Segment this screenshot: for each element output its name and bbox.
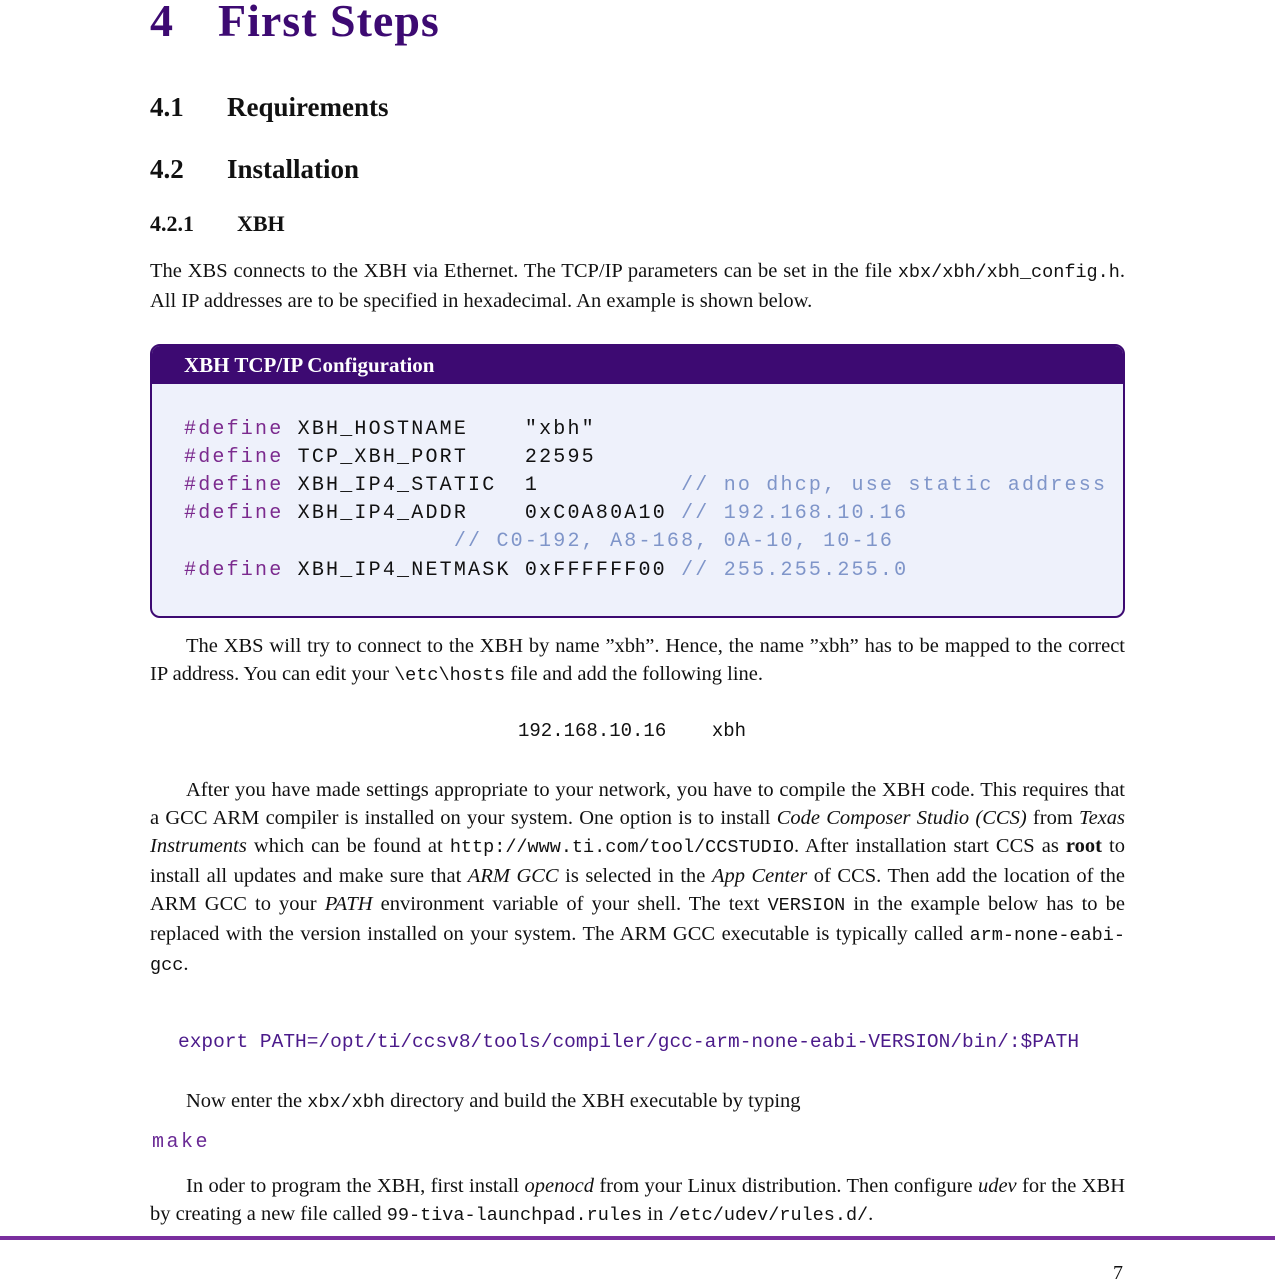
subsection-number: 4.2.1 bbox=[150, 211, 194, 236]
section-heading-requirements bbox=[150, 92, 389, 123]
code-line: #define XBH_IP4_STATIC 1 // no dhcp, use static address bbox=[184, 474, 1108, 497]
code-box bbox=[150, 344, 1125, 618]
code-line: #define XBH_HOSTNAME "xbh" bbox=[184, 418, 596, 441]
chapter-heading bbox=[150, 0, 440, 47]
make-command: make bbox=[152, 1131, 211, 1154]
paragraph-compile: After you have made settings appropriate to your network, you have to compile the XBH code. This requires that a GCC ARM compiler is installed on your system. One option is to install Code Composer Studio (CCS) from Texas Instruments which can be found at http://www.ti.com/tool/CCSTUDIO. After installation start CCS as root to install all updates and make sure that ARM GCC is selected in the App Center of CCS. Then add the location of the ARM GCC to your PATH environment variable of your shell. The text VERSION in the example below has to be replaced with the version installed on your system. The ARM GCC executable is typically called arm-none-eabi-gcc. bbox=[150, 779, 1125, 976]
export-command: export PATH=/opt/ti/ccsv8/tools/compiler/gcc-arm-none-eabi-VERSION/bin/:$PATH bbox=[178, 1031, 1080, 1053]
paragraph-build: Now enter the xbx/xbh directory and build the XBH executable by typing bbox=[186, 1090, 801, 1113]
section-number: 4.1 bbox=[150, 92, 184, 122]
paragraph-intro: The XBS connects to the XBH via Ethernet. The TCP/IP parameters can be set in the file xbx/xbh/xbh_config.h. All IP addresses are to be specified in hexadecimal. An example is shown below. bbox=[150, 260, 1125, 312]
footer-rule bbox=[0, 1236, 1275, 1240]
paragraph-udev: In oder to program the XBH, first install openocd from your Linux distribution. Then configure udev for the XBH by creating a new file called 99-tiva-launchpad.rules in /etc/udev/rules.d/. bbox=[150, 1175, 1125, 1226]
page-number: 7 bbox=[1113, 1262, 1123, 1284]
ccs-url[interactable]: http://www.ti.com/tool/CCSTUDIO bbox=[449, 837, 794, 858]
section-number: 4.2 bbox=[150, 154, 184, 184]
chapter-number: 4 bbox=[150, 0, 174, 46]
section-title: Installation bbox=[227, 154, 360, 184]
code-line: #define XBH_IP4_ADDR 0xC0A80A10 // 192.168.10.16 bbox=[184, 502, 909, 525]
subsection-heading-xbh bbox=[150, 211, 285, 237]
paragraph-hosts: The XBS will try to connect to the XBH by name ”xbh”. Hence, the name ”xbh” has to be mapped to the correct IP address. You can edit your \etc\hosts file and add the following line. bbox=[150, 635, 1125, 686]
code-line: // C0-192, A8-168, 0A-10, 10-16 bbox=[453, 530, 895, 553]
section-heading-installation bbox=[150, 154, 359, 185]
chapter-title: First Steps bbox=[218, 0, 440, 46]
section-title: Requirements bbox=[227, 92, 389, 122]
subsection-title: XBH bbox=[237, 211, 285, 236]
code-line: #define TCP_XBH_PORT 22595 bbox=[184, 446, 596, 469]
code-box-title: XBH TCP/IP Configuration bbox=[152, 346, 1123, 384]
hosts-entry: 192.168.10.16 xbh bbox=[518, 720, 747, 742]
code-line: #define XBH_IP4_NETMASK 0xFFFFFF00 // 255.255.255.0 bbox=[184, 559, 909, 582]
config-file-path: xbx/xbh/xbh_config.h bbox=[897, 262, 1120, 283]
hosts-file-path: \etc\hosts bbox=[394, 665, 506, 686]
